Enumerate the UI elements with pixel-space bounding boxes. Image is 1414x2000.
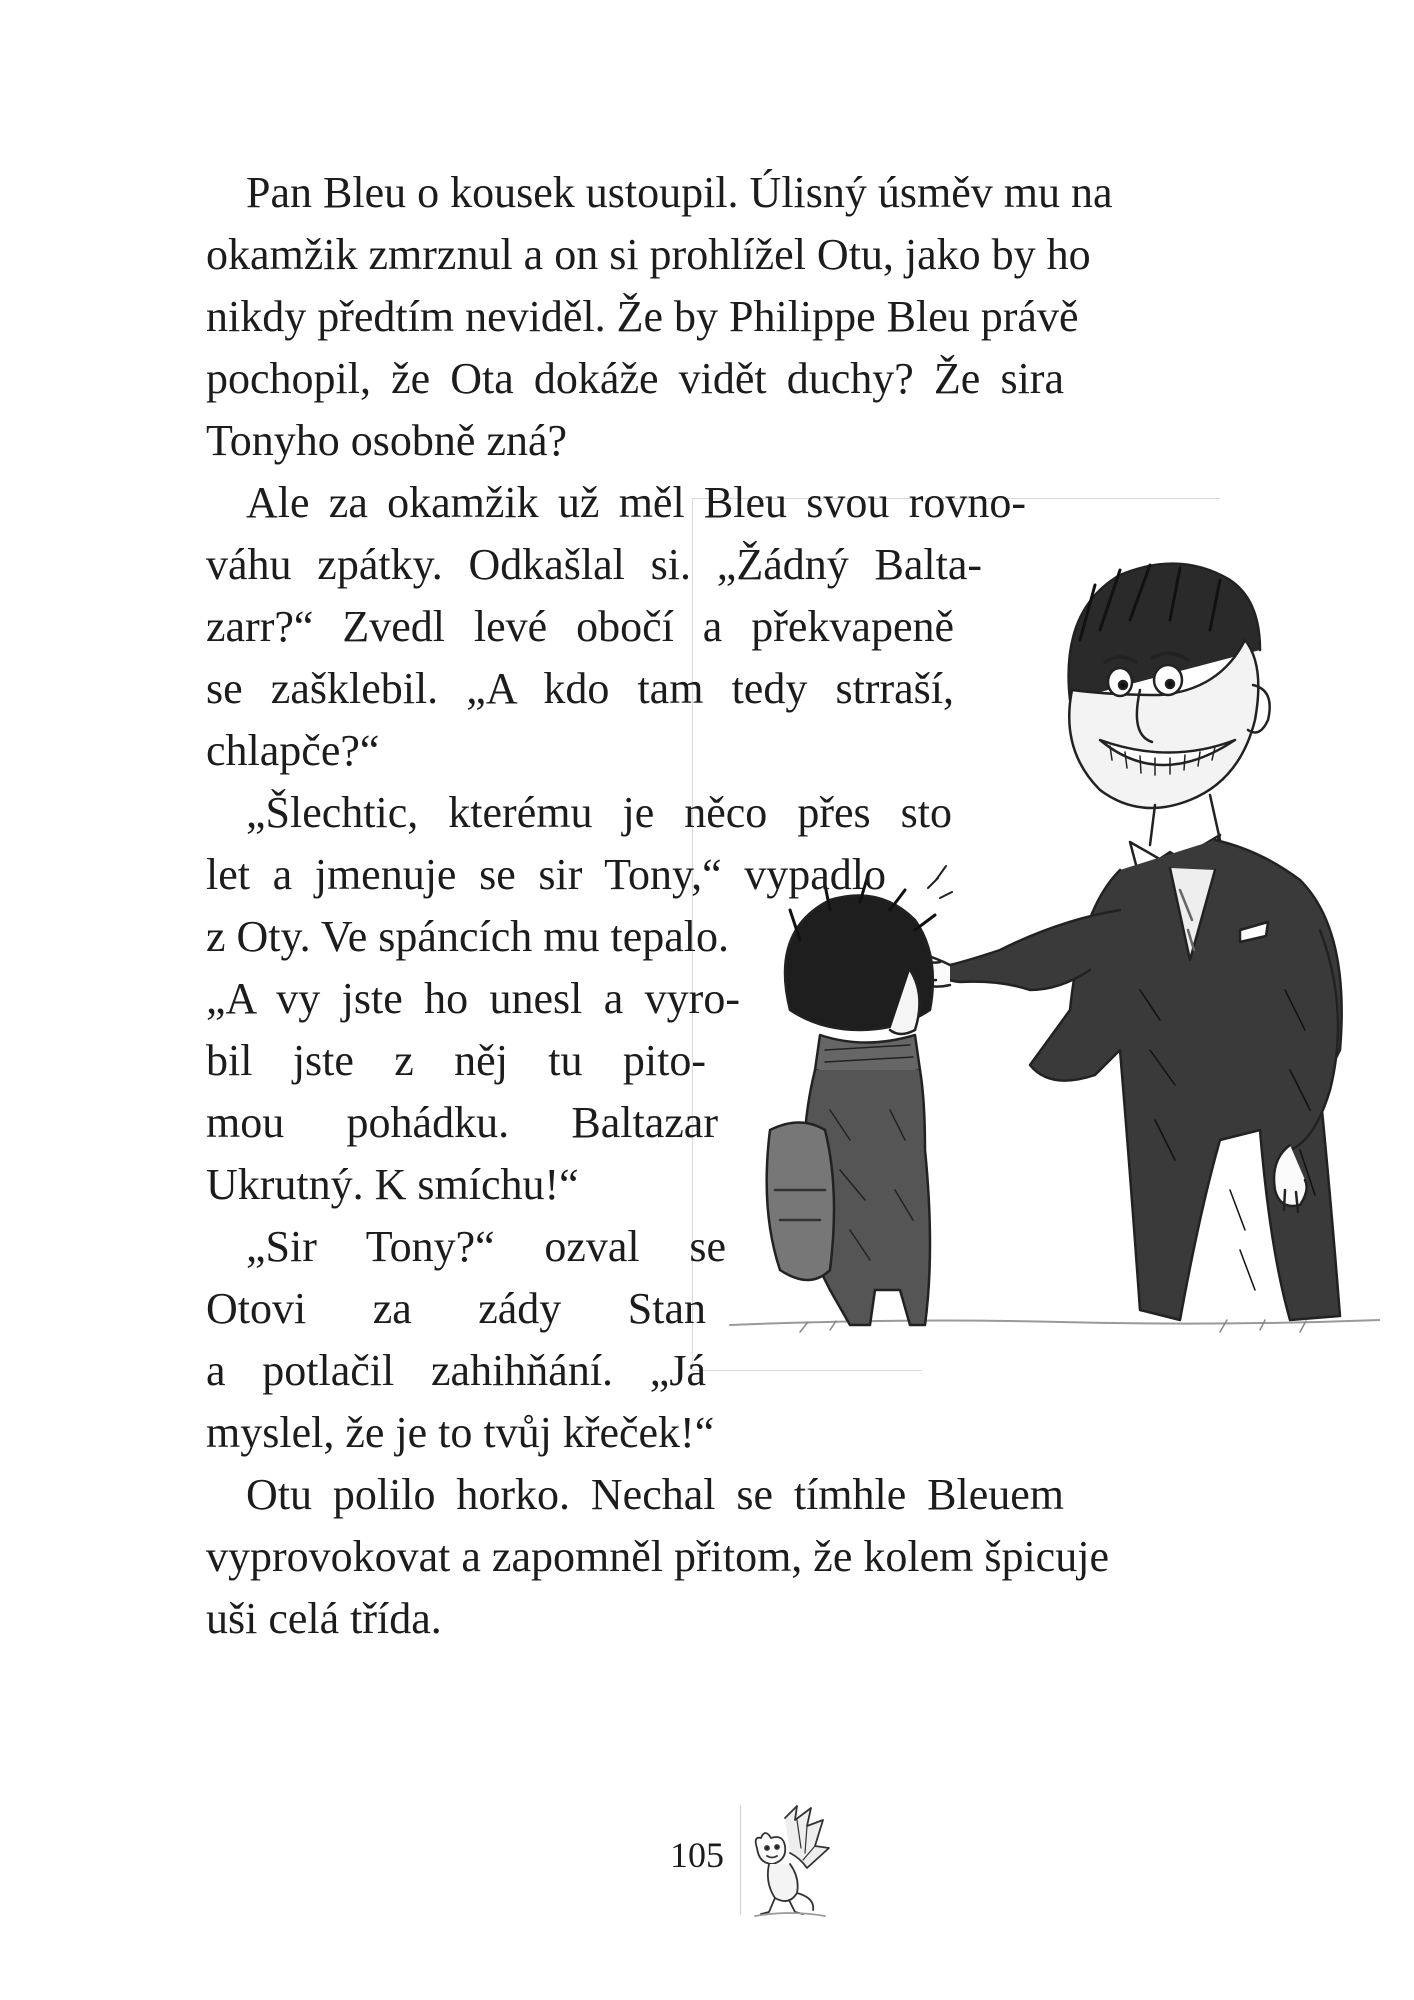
text-line: vyprovokovat a zapomněl přitom, že kolem špicuje xyxy=(206,1532,1109,1581)
text-line: nikdy předtím neviděl. Že by Philippe Bleu právě xyxy=(206,292,1079,341)
text-line: „Sir Tony?“ ozval se xyxy=(246,1222,726,1271)
bat-icon xyxy=(745,1798,835,1920)
text-line: bil jste z něj tu pito- xyxy=(206,1036,706,1085)
text-line: váhu zpátky. Odkašlal si. „Žádný Balta- xyxy=(206,540,982,589)
text-line: Pan Bleu o kousek ustoupil. Úlisný úsměv mu na xyxy=(246,168,1113,217)
text-line: „A vy jste ho unesl a vyro- xyxy=(206,974,740,1023)
text-line: okamžik zmrznul a on si prohlížel Otu, jako by ho xyxy=(206,230,1091,279)
text-line: uši celá třída. xyxy=(206,1594,442,1643)
folio-divider xyxy=(740,1805,741,1915)
text-line: mou pohádku. Baltazar xyxy=(206,1098,718,1147)
text-line: Otovi za zády Stan xyxy=(206,1284,706,1333)
text-line: myslel, že je to tvůj křeček!“ xyxy=(206,1408,715,1457)
text-line: let a jmenuje se sir Tony,“ vypadlo xyxy=(206,850,886,899)
text-line: pochopil, že Ota dokáže vidět duchy? Že sira xyxy=(206,354,1064,403)
text-line: z Oty. Ve spáncích mu tepalo. xyxy=(206,912,729,961)
text-line: Otu polilo horko. Nechal se tímhle Bleuem xyxy=(246,1470,1064,1519)
text-line: „Šlechtic, kterému je něco přes sto xyxy=(246,788,952,837)
text-line: se zašklebil. „A kdo tam tedy strraší, xyxy=(206,664,954,713)
illustration-frame-bottom xyxy=(692,1370,922,1371)
text-line: a potlačil zahihňání. „Já xyxy=(206,1346,706,1395)
page-number: 105 xyxy=(670,1835,724,1875)
text-line: chlapče?“ xyxy=(206,726,380,775)
text-line: zarr?“ Zvedl levé obočí a překvapeně xyxy=(206,602,954,651)
text-line: Tonyho osobně zná? xyxy=(206,416,568,465)
text-line: Ale za okamžik už měl Bleu svou rovno- xyxy=(246,478,1026,527)
text-line: Ukrutný. K smíchu!“ xyxy=(206,1160,579,1209)
